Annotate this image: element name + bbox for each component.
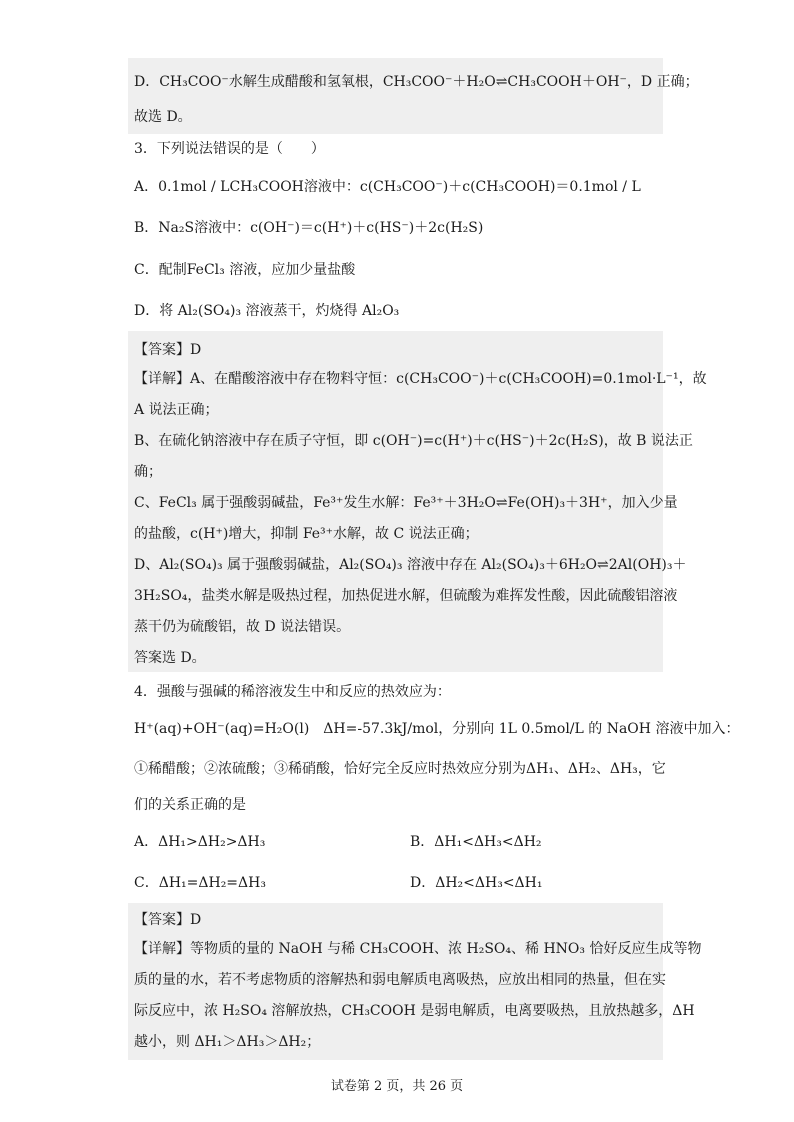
question-3-detail-line: 蒸干仍为硫酸铝，故 D 说法错误。 [134, 619, 351, 635]
question-3-detail-line: 确； [134, 464, 162, 480]
question-3-detail-line: 答案选 D。 [134, 650, 206, 666]
question-3-detail-line: A 说法正确； [134, 402, 219, 418]
question-3-detail-line: 3H₂SO₄，盐类水解是吸热过程，加热促进水解，但硫酸为难挥发性酸，因此硫酸铝溶液 [134, 588, 678, 604]
question-4-detail-line: 【详解】等物质的量的 NaOH 与稀 CH₃COOH、浓 H₂SO₄、稀 HNO₃ 恰好反应生成等物 [134, 941, 702, 957]
question-3-detail-line: 的盐酸，c(H⁺)增大，抑制 Fe³⁺水解，故 C 说法正确； [134, 526, 479, 542]
question-3-option-a: A．0.1mol / LCH₃COOH溶液中：c(CH₃COO⁻)＋c(CH₃COOH)＝0.1mol / L [134, 179, 641, 195]
question-3-detail-line: D、Al₂(SO₄)₃ 属于强酸弱碱盐，Al₂(SO₄)₃ 溶液中存在 Al₂(SO₄)₃＋6H₂O⇌2Al(OH)₃＋ [134, 557, 687, 573]
question-3-answer: 【答案】D [134, 342, 202, 358]
question-3-option-c: C．配制FeCl₃ 溶液，应加少量盐酸 [134, 262, 356, 278]
explanation-background-top [128, 58, 663, 134]
question-3-option-d: D．将 Al₂(SO₄)₃ 溶液蒸干，灼烧得 Al₂O₃ [134, 303, 400, 319]
question-4-equation-line: H⁺(aq)+OH⁻(aq)=H₂O(l) ΔH=-57.3kJ/mol，分别向 1L 0.5mol/L 的 NaOH 溶液中加入： [134, 721, 740, 737]
question-4-stem-line: 们的关系正确的是 [134, 797, 246, 813]
question-4-stem-line: ①稀醋酸；②浓硫酸；③稀硝酸，恰好完全反应时热效应分别为ΔH₁、ΔH₂、ΔH₃，它 [134, 761, 666, 777]
page-footer: 试卷第 2 页，共 26 页 [330, 1079, 464, 1094]
question-4-answer: 【答案】D [134, 912, 202, 928]
question-3-detail-line: 【详解】A、在醋酸溶液中存在物料守恒：c(CH₃COO⁻)＋c(CH₃COOH)=0.1mol·L⁻¹，故 [134, 371, 707, 387]
explanation-line: D．CH₃COO⁻水解生成醋酸和氢氧根，CH₃COO⁻＋H₂O⇌CH₃COOH＋OH⁻，D 正确； [134, 74, 699, 90]
question-3-option-b: B．Na₂S溶液中：c(OH⁻)＝c(H⁺)＋c(HS⁻)＋2c(H₂S) [134, 220, 484, 236]
question-4-option-c: C．ΔH₁=ΔH₂=ΔH₃ [134, 875, 266, 891]
question-3-detail-line: C、FeCl₃ 属于强酸弱碱盐，Fe³⁺发生水解：Fe³⁺＋3H₂O⇌Fe(OH)₃＋3H⁺，加入少量 [134, 495, 678, 511]
question-3-stem: 3．下列说法错误的是（ ） [134, 141, 325, 157]
question-4-detail-line: 越小，则 ΔH₁＞ΔH₃＞ΔH₂； [134, 1034, 321, 1050]
question-4-option-b: B．ΔH₁<ΔH₃<ΔH₂ [410, 834, 542, 850]
question-4-detail-line: 际反应中，浓 H₂SO₄ 溶解放热，CH₃COOH 是弱电解质，电离要吸热，且放热越多，ΔH [134, 1003, 695, 1019]
question-4-option-d: D．ΔH₂<ΔH₃<ΔH₁ [410, 875, 543, 891]
question-4-option-a: A．ΔH₁>ΔH₂>ΔH₃ [134, 834, 266, 850]
question-4-detail-line: 质的量的水，若不考虑物质的溶解热和弱电解质电离吸热，应放出相同的热量，但在实 [134, 972, 666, 988]
question-3-detail-line: B、在硫化钠溶液中存在质子守恒，即 c(OH⁻)=c(H⁺)＋c(HS⁻)＋2c(H₂S)，故 B 说法正 [134, 433, 693, 449]
explanation-line: 故选 D。 [134, 109, 192, 125]
question-4-stem: 4．强酸与强碱的稀溶液发生中和反应的热效应为： [134, 684, 451, 700]
